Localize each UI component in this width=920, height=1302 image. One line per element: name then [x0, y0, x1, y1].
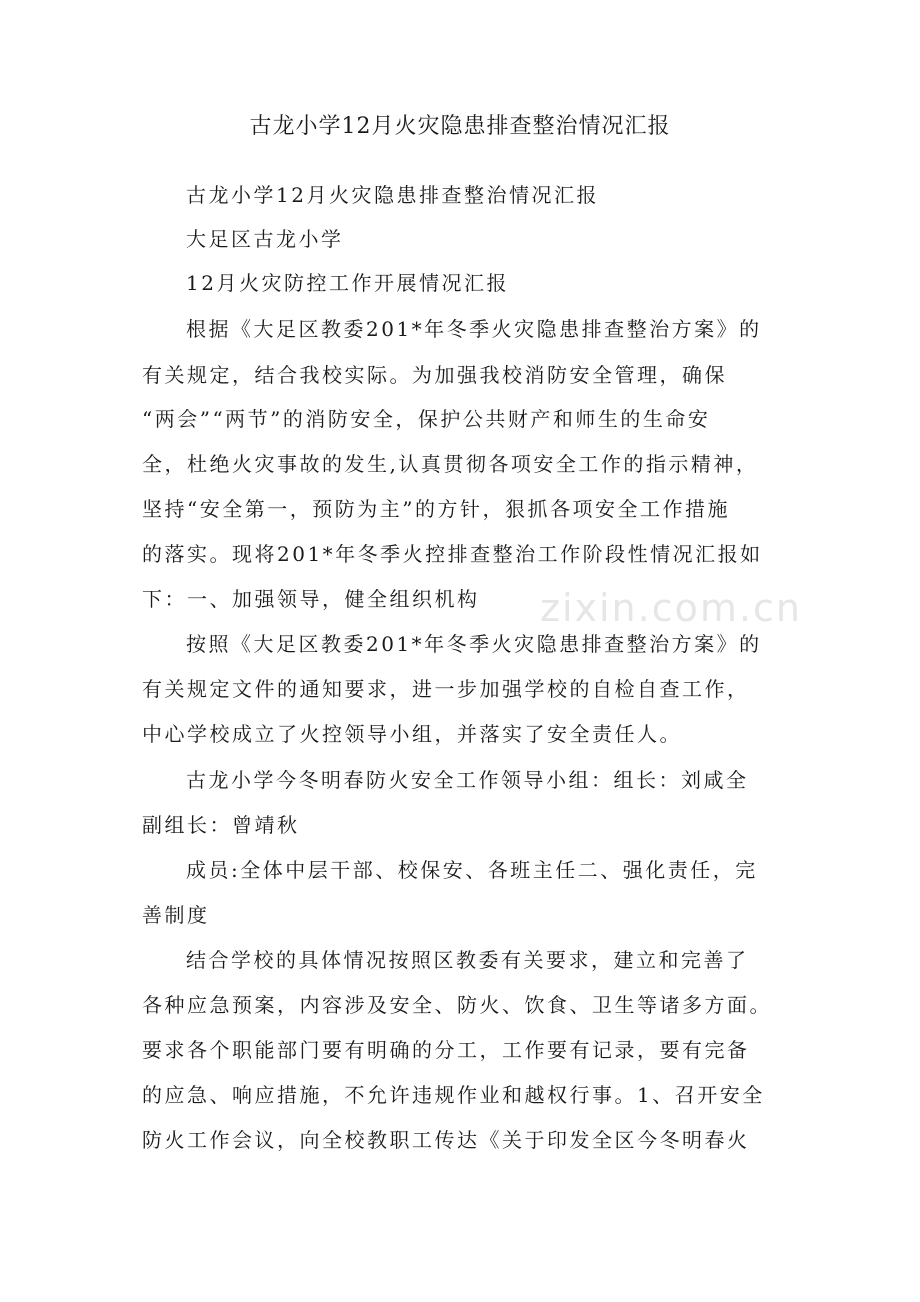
line-14: 古龙小学今冬明春防火安全工作领导小组：组长：刘咸全	[186, 768, 749, 792]
line-4: 根据《大足区教委201*年冬季火灾隐患排查整治方案》的	[186, 317, 762, 341]
document-title: 古龙小学12月火灾隐患排查整治情况汇报	[249, 114, 671, 139]
watermark: zixin.com.cn	[540, 586, 802, 630]
line-17: 善制度	[142, 903, 210, 927]
line-8: 坚持“安全第一，预防为主”的方针，狠抓各项安全工作措施	[142, 497, 730, 521]
line-19: 各种应急预案，内容涉及安全、防火、饮食、卫生等诸多方面。	[142, 993, 772, 1017]
line-2: 大足区古龙小学	[186, 227, 344, 251]
line-9: 的落实。现将201*年冬季火控排查整治工作阶段性情况汇报如	[142, 542, 763, 566]
line-22: 防火工作会议，向全校教职工传达《关于印发全区今冬明春火	[142, 1128, 750, 1152]
line-3: 12月火灾防控工作开展情况汇报	[186, 271, 509, 295]
line-6: “两会”“两节”的消防安全，保护公共财产和师生的生命安	[142, 407, 711, 431]
line-21: 的应急、响应措施，不允许违规作业和越权行事。1、召开安全	[142, 1083, 765, 1107]
line-5: 有关规定，结合我校实际。为加强我校消防安全管理，确保	[142, 363, 727, 387]
line-1: 古龙小学12月火灾隐患排查整治情况汇报	[186, 183, 599, 207]
line-18: 结合学校的具体情况按照区教委有关要求，建立和完善了	[186, 948, 749, 972]
line-13: 中心学校成立了火控领导小组，并落实了安全责任人。	[142, 722, 682, 746]
line-20: 要求各个职能部门要有明确的分工，工作要有记录，要有完备	[142, 1038, 750, 1062]
line-15: 副组长：曾靖秋	[142, 813, 300, 837]
line-11: 按照《大足区教委201*年冬季火灾隐患排查整治方案》的	[186, 632, 762, 656]
line-10: 下：一、加强领导，健全组织机构	[142, 587, 480, 611]
line-16: 成员:全体中层干部、校保安、各班主任二、强化责任，完	[186, 858, 758, 882]
line-7: 全，杜绝火灾事故的发生,认真贯彻各项安全工作的指示精神，	[142, 452, 759, 476]
line-12: 有关规定文件的通知要求，进一步加强学校的自检自查工作，	[142, 677, 750, 701]
